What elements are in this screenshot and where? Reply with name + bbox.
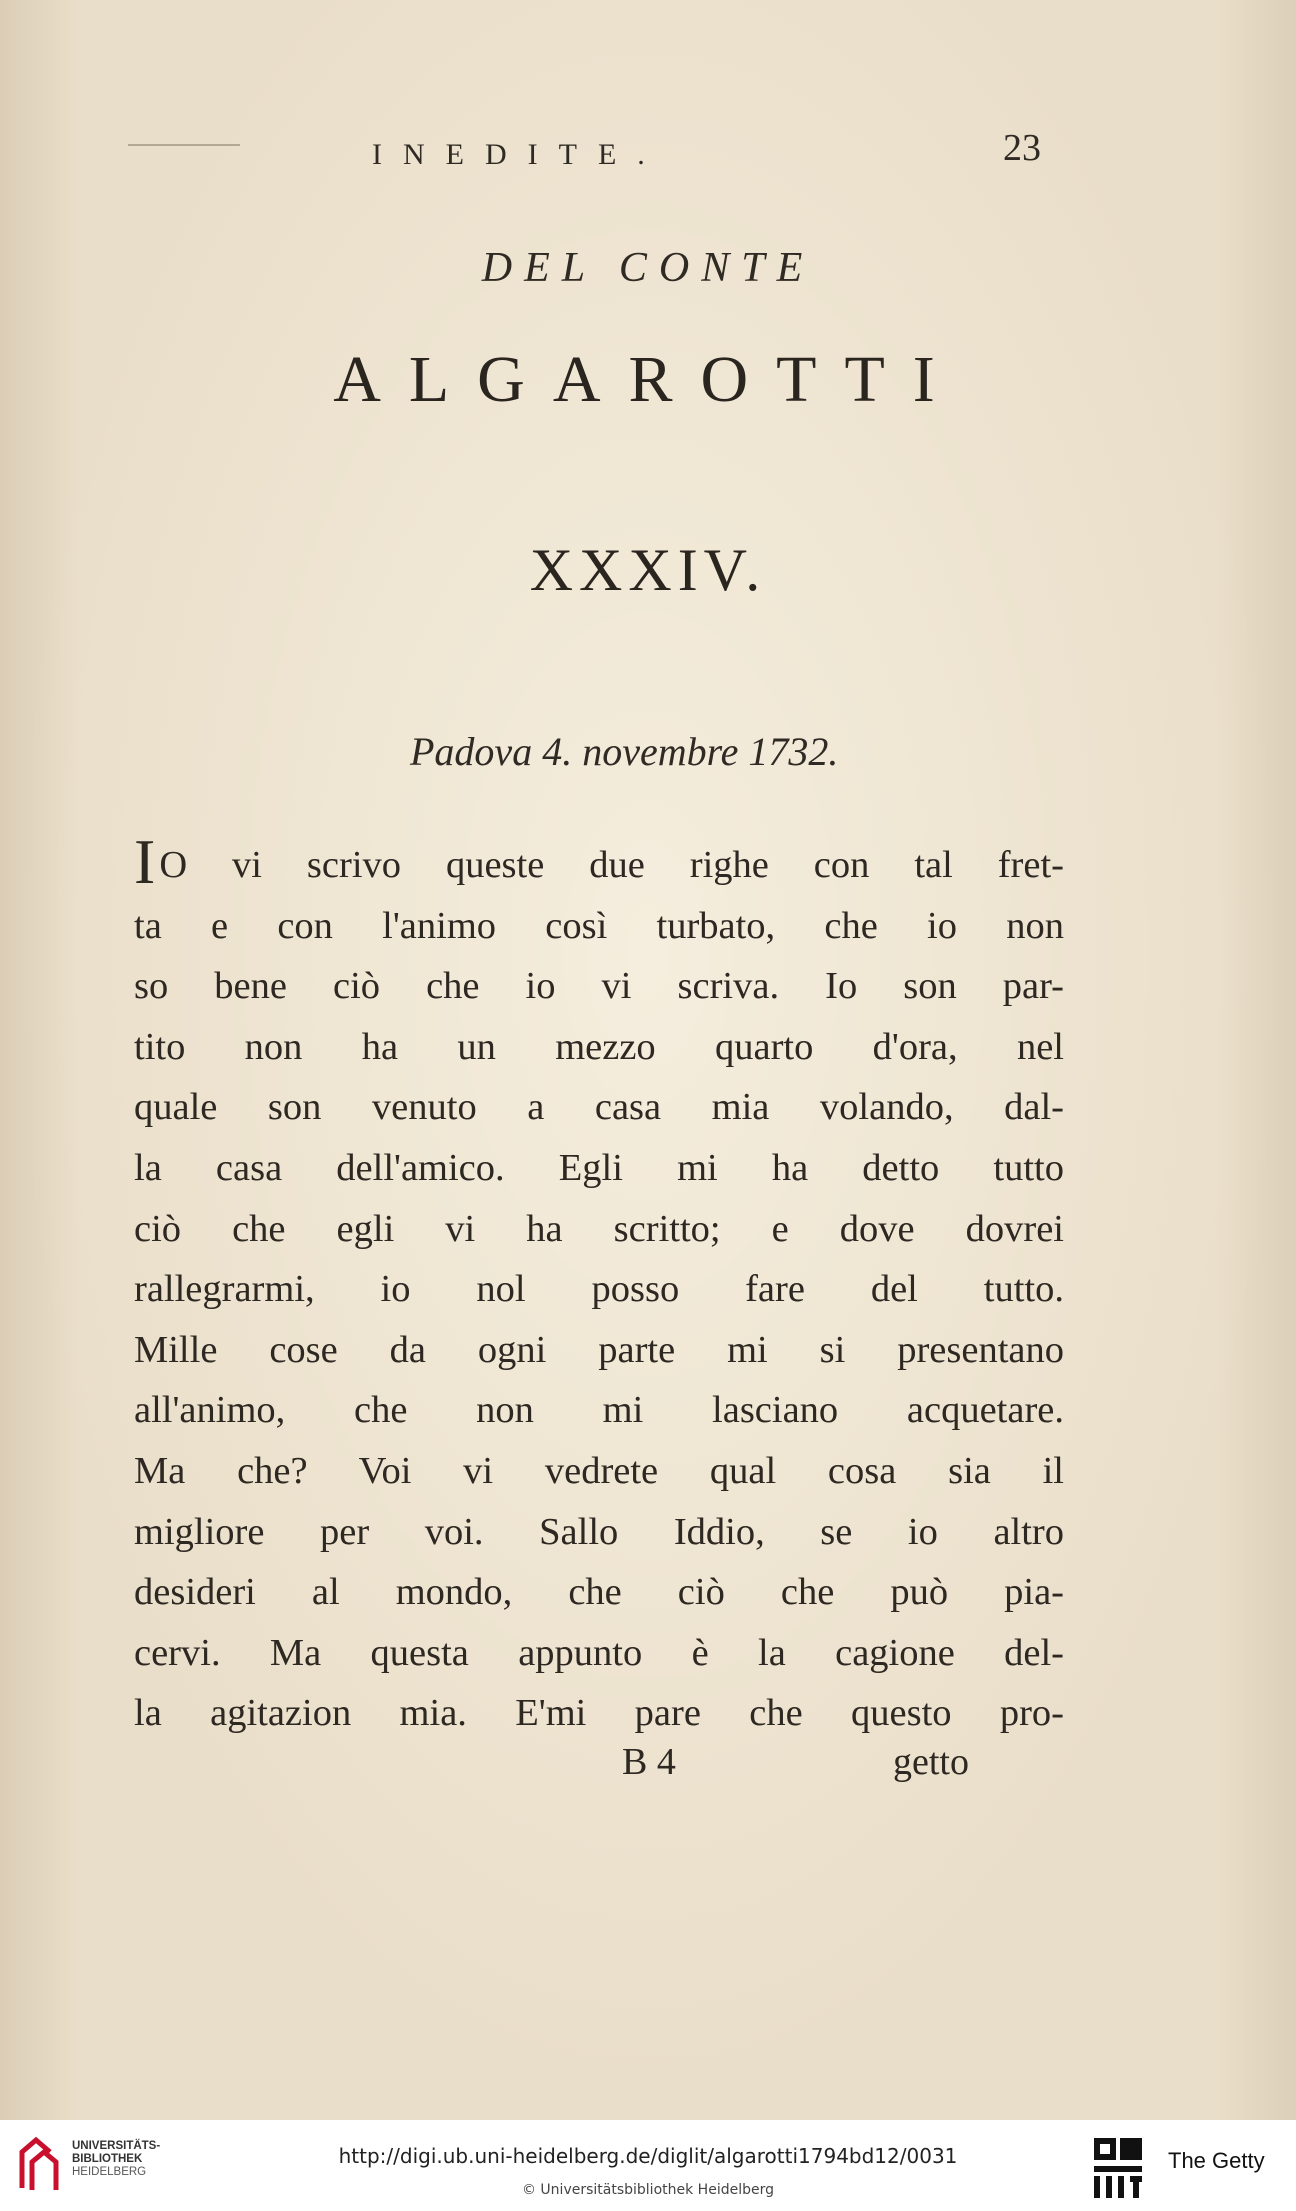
text-line: ciò che egli vi ha scritto; e dove dovrei — [134, 1207, 1064, 1250]
text-line: ta e con l'animo così turbato, che io non — [134, 904, 1064, 947]
text-line: la agitazion mia. E'mi pare che questo pro- — [134, 1692, 1064, 1735]
copyright-notice: © Universitätsbibliothek Heidelberg — [521, 2182, 774, 2198]
library-line: BIBLIOTHEK — [72, 2153, 143, 2165]
letter-body — [134, 826, 1064, 1744]
library-line: HEIDELBERG — [72, 2166, 147, 2178]
page-number: 23 — [1003, 127, 1041, 169]
viewer-footer — [0, 2120, 1296, 2211]
signature-mark: B 4 — [622, 1741, 676, 1783]
text-line: la casa dell'amico. Egli mi ha detto tutto — [134, 1146, 1064, 1189]
catchword: getto — [893, 1741, 969, 1783]
text-line-content: O vi scrivo queste due righe con tal fret- — [159, 844, 1064, 886]
drop-cap: I — [134, 826, 156, 897]
text-line: migliore per voi. Sallo Iddio, se io altro — [134, 1510, 1064, 1553]
letter-number: XXXIV. — [529, 537, 767, 603]
subtitle: DEL CONTE — [481, 245, 815, 291]
running-head — [0, 127, 1296, 188]
text-line: quale son venuto a casa mia volando, dal- — [134, 1086, 1064, 1129]
text-line: tito non ha un mezzo quarto d'ora, nel — [134, 1025, 1064, 1068]
text-line: desideri al mondo, che ciò che può pia- — [134, 1571, 1064, 1614]
text-line: Ma che? Voi vi vedrete qual cosa sia il — [134, 1449, 1064, 1492]
text-line — [134, 826, 1064, 897]
getty-logo-icon — [1092, 2136, 1144, 2200]
library-line: UNIVERSITÄTS- — [72, 2140, 161, 2152]
text-line: Mille cose da ogni parte mi si presentano — [134, 1328, 1064, 1371]
author-heading: ALGAROTTI — [333, 343, 963, 416]
partner-name: The Getty — [1168, 2148, 1265, 2173]
running-title: INEDITE. — [372, 138, 666, 171]
text-line: rallegrarmi, io nol posso fare del tutto. — [134, 1268, 1064, 1311]
text-line: so bene ciò che io vi scriva. Io son par- — [134, 965, 1064, 1008]
text-line: all'animo, che non mi lasciano acquetare. — [134, 1389, 1064, 1432]
permalink-url[interactable]: http://digi.ub.uni-heidelberg.de/diglit/algarotti1794bd12/0031 — [338, 2144, 958, 2168]
text-line: cervi. Ma questa appunto è la cagione del- — [134, 1631, 1064, 1674]
ornament-dash — [128, 144, 240, 146]
dateline: Padova 4. novembre 1732. — [410, 729, 839, 774]
